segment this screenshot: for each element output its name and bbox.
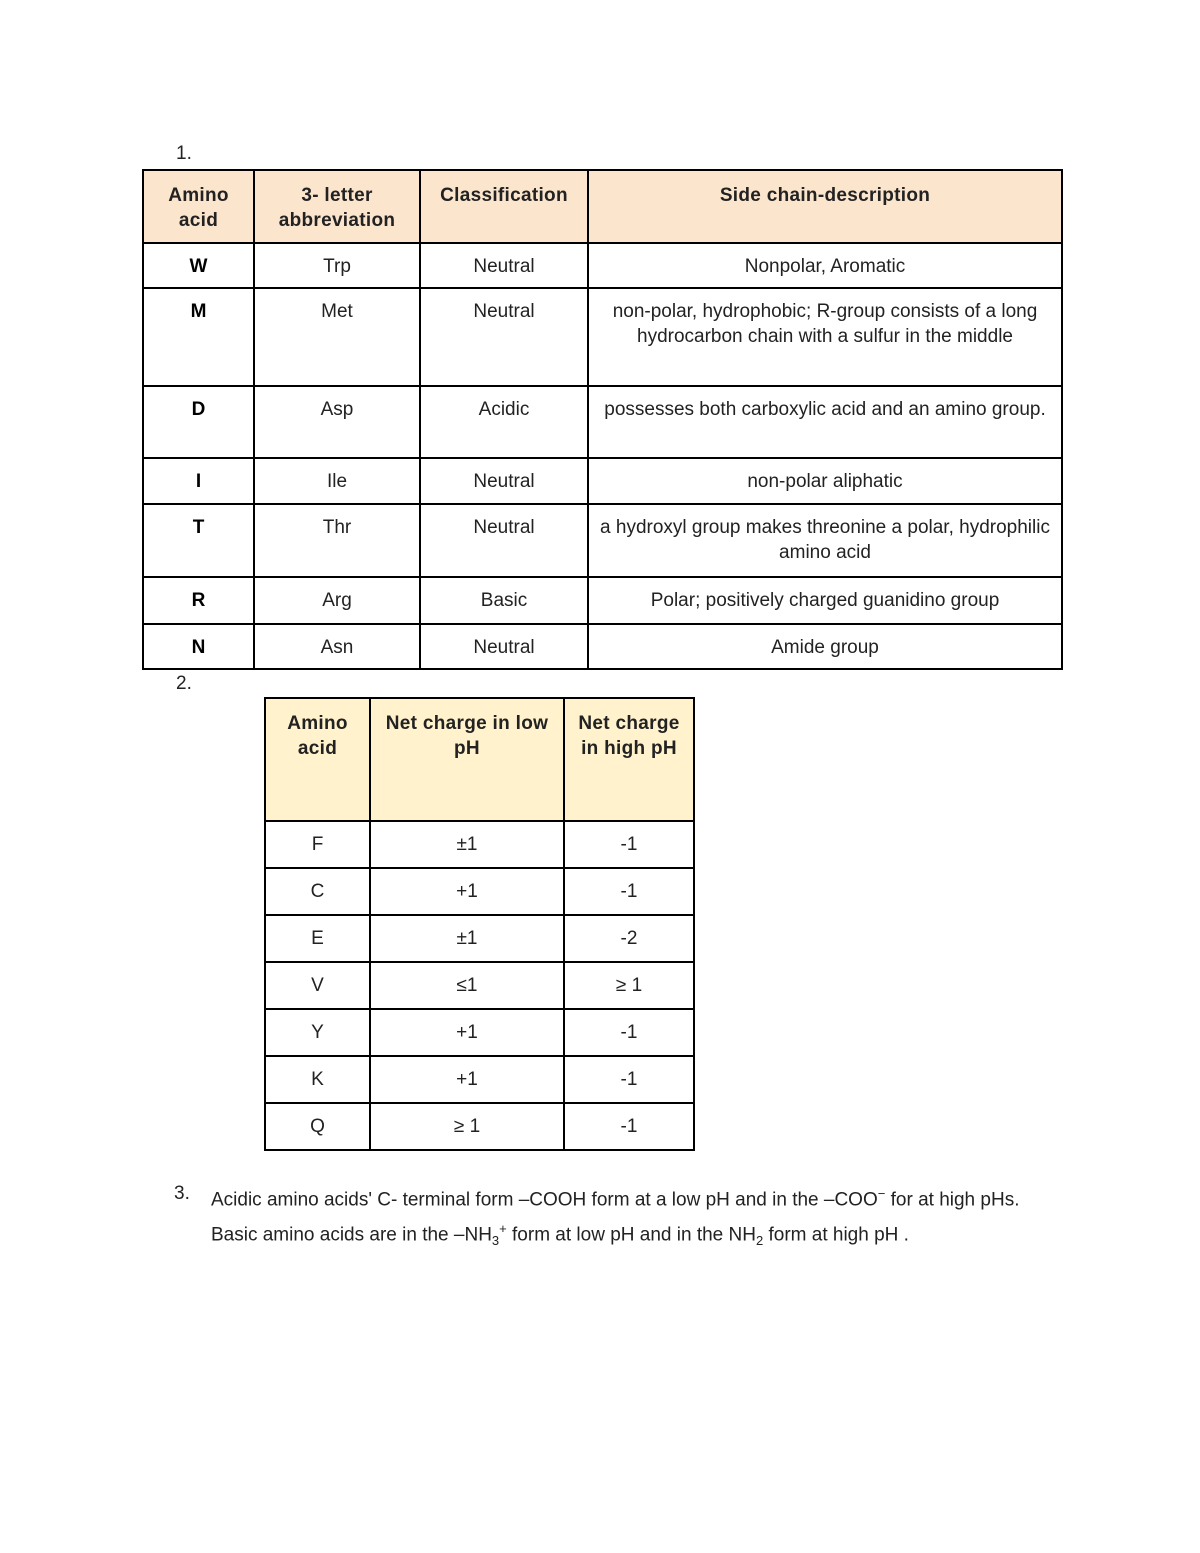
cell-description: a hydroxyl group makes threonine a polar, hydrophilic amino acid [588,504,1062,577]
cell-classification: Neutral [420,624,588,669]
cell-amino-acid: K [265,1056,370,1103]
cell-abbreviation: Asp [254,386,420,458]
header-side-chain: Side chain-description [588,170,1062,243]
header-abbreviation: 3- letter abbreviation [254,170,420,243]
cell-description: possesses both carboxylic acid and an amino group. [588,386,1062,458]
table-row [143,504,1062,577]
header-high-ph: Net charge in high pH [564,698,694,821]
text-segment: form at low pH and in the NH [506,1224,756,1246]
table-row [265,1009,694,1056]
cell-amino-acid: C [265,868,370,915]
cell-description: Nonpolar, Aromatic [588,243,1062,288]
net-charge-table [264,697,695,1151]
cell-amino-acid: W [143,243,254,288]
cell-amino-acid: N [143,624,254,669]
table-row [265,915,694,962]
cell-high-ph: -1 [564,1009,694,1056]
cell-amino-acid: D [143,386,254,458]
table-header-row [265,698,694,821]
header-low-ph: Net charge in low pH [370,698,564,821]
cell-low-ph: +1 [370,868,564,915]
cell-high-ph: -1 [564,1103,694,1150]
header-classification: Classification [420,170,588,243]
cell-high-ph: -1 [564,821,694,868]
table-row [265,821,694,868]
table-row [143,386,1062,458]
cell-description: Polar; positively charged guanidino group [588,577,1062,624]
question-2-number: 2. [176,673,192,694]
header-amino-acid: Amino acid [265,698,370,821]
cell-amino-acid: Y [265,1009,370,1056]
text-segment: form at high pH . [763,1224,909,1246]
header-amino-acid: Amino acid [143,170,254,243]
cell-amino-acid: E [265,915,370,962]
cell-low-ph: +1 [370,1056,564,1103]
question-1-number: 1. [176,143,192,164]
subscript-3: 3 [491,1233,500,1249]
cell-classification: Neutral [420,288,588,386]
table-row [265,868,694,915]
table-row [265,962,694,1009]
question-3-text [211,1179,1061,1255]
table-row [143,458,1062,504]
cell-amino-acid: I [143,458,254,504]
cell-classification: Neutral [420,243,588,288]
cell-low-ph: ≤1 [370,962,564,1009]
cell-low-ph: ±1 [370,915,564,962]
cell-abbreviation: Thr [254,504,420,577]
cell-low-ph: +1 [370,1009,564,1056]
text-segment: for at high pHs. Basic amino acids are in the –NH [211,1189,1020,1246]
table-row [143,243,1062,288]
table-row [265,1056,694,1103]
text-segment: Acidic amino acids' C- terminal form –COOH form at a low pH and in the –COO [211,1189,878,1211]
cell-description: non-polar, hydrophobic; R-group consists of a long hydrocarbon chain with a sulfur in the middle [588,288,1062,386]
cell-classification: Neutral [420,504,588,577]
cell-low-ph: ±1 [370,821,564,868]
cell-description: non-polar aliphatic [588,458,1062,504]
cell-description: Amide group [588,624,1062,669]
question-3-paragraph [174,1179,1064,1255]
cell-abbreviation: Met [254,288,420,386]
cell-amino-acid: M [143,288,254,386]
cell-high-ph: ≥ 1 [564,962,694,1009]
cell-amino-acid: V [265,962,370,1009]
cell-classification: Basic [420,577,588,624]
superscript-plus: + [499,1221,507,1237]
cell-high-ph: -1 [564,868,694,915]
table-header-row [143,170,1062,243]
cell-abbreviation: Trp [254,243,420,288]
cell-amino-acid: Q [265,1103,370,1150]
cell-classification: Neutral [420,458,588,504]
amino-acid-table [142,169,1063,670]
question-3-number: 3. [174,1183,190,1204]
cell-abbreviation: Arg [254,577,420,624]
table-row [143,288,1062,386]
cell-classification: Acidic [420,386,588,458]
cell-high-ph: -2 [564,915,694,962]
table-row [143,577,1062,624]
table-row [265,1103,694,1150]
superscript-minus: − [877,1186,886,1201]
cell-abbreviation: Ile [254,458,420,504]
cell-high-ph: -1 [564,1056,694,1103]
cell-low-ph: ≥ 1 [370,1103,564,1150]
cell-amino-acid: R [143,577,254,624]
subscript-2: 2 [755,1233,764,1249]
cell-abbreviation: Asn [254,624,420,669]
cell-amino-acid: T [143,504,254,577]
cell-amino-acid: F [265,821,370,868]
table-row [143,624,1062,669]
